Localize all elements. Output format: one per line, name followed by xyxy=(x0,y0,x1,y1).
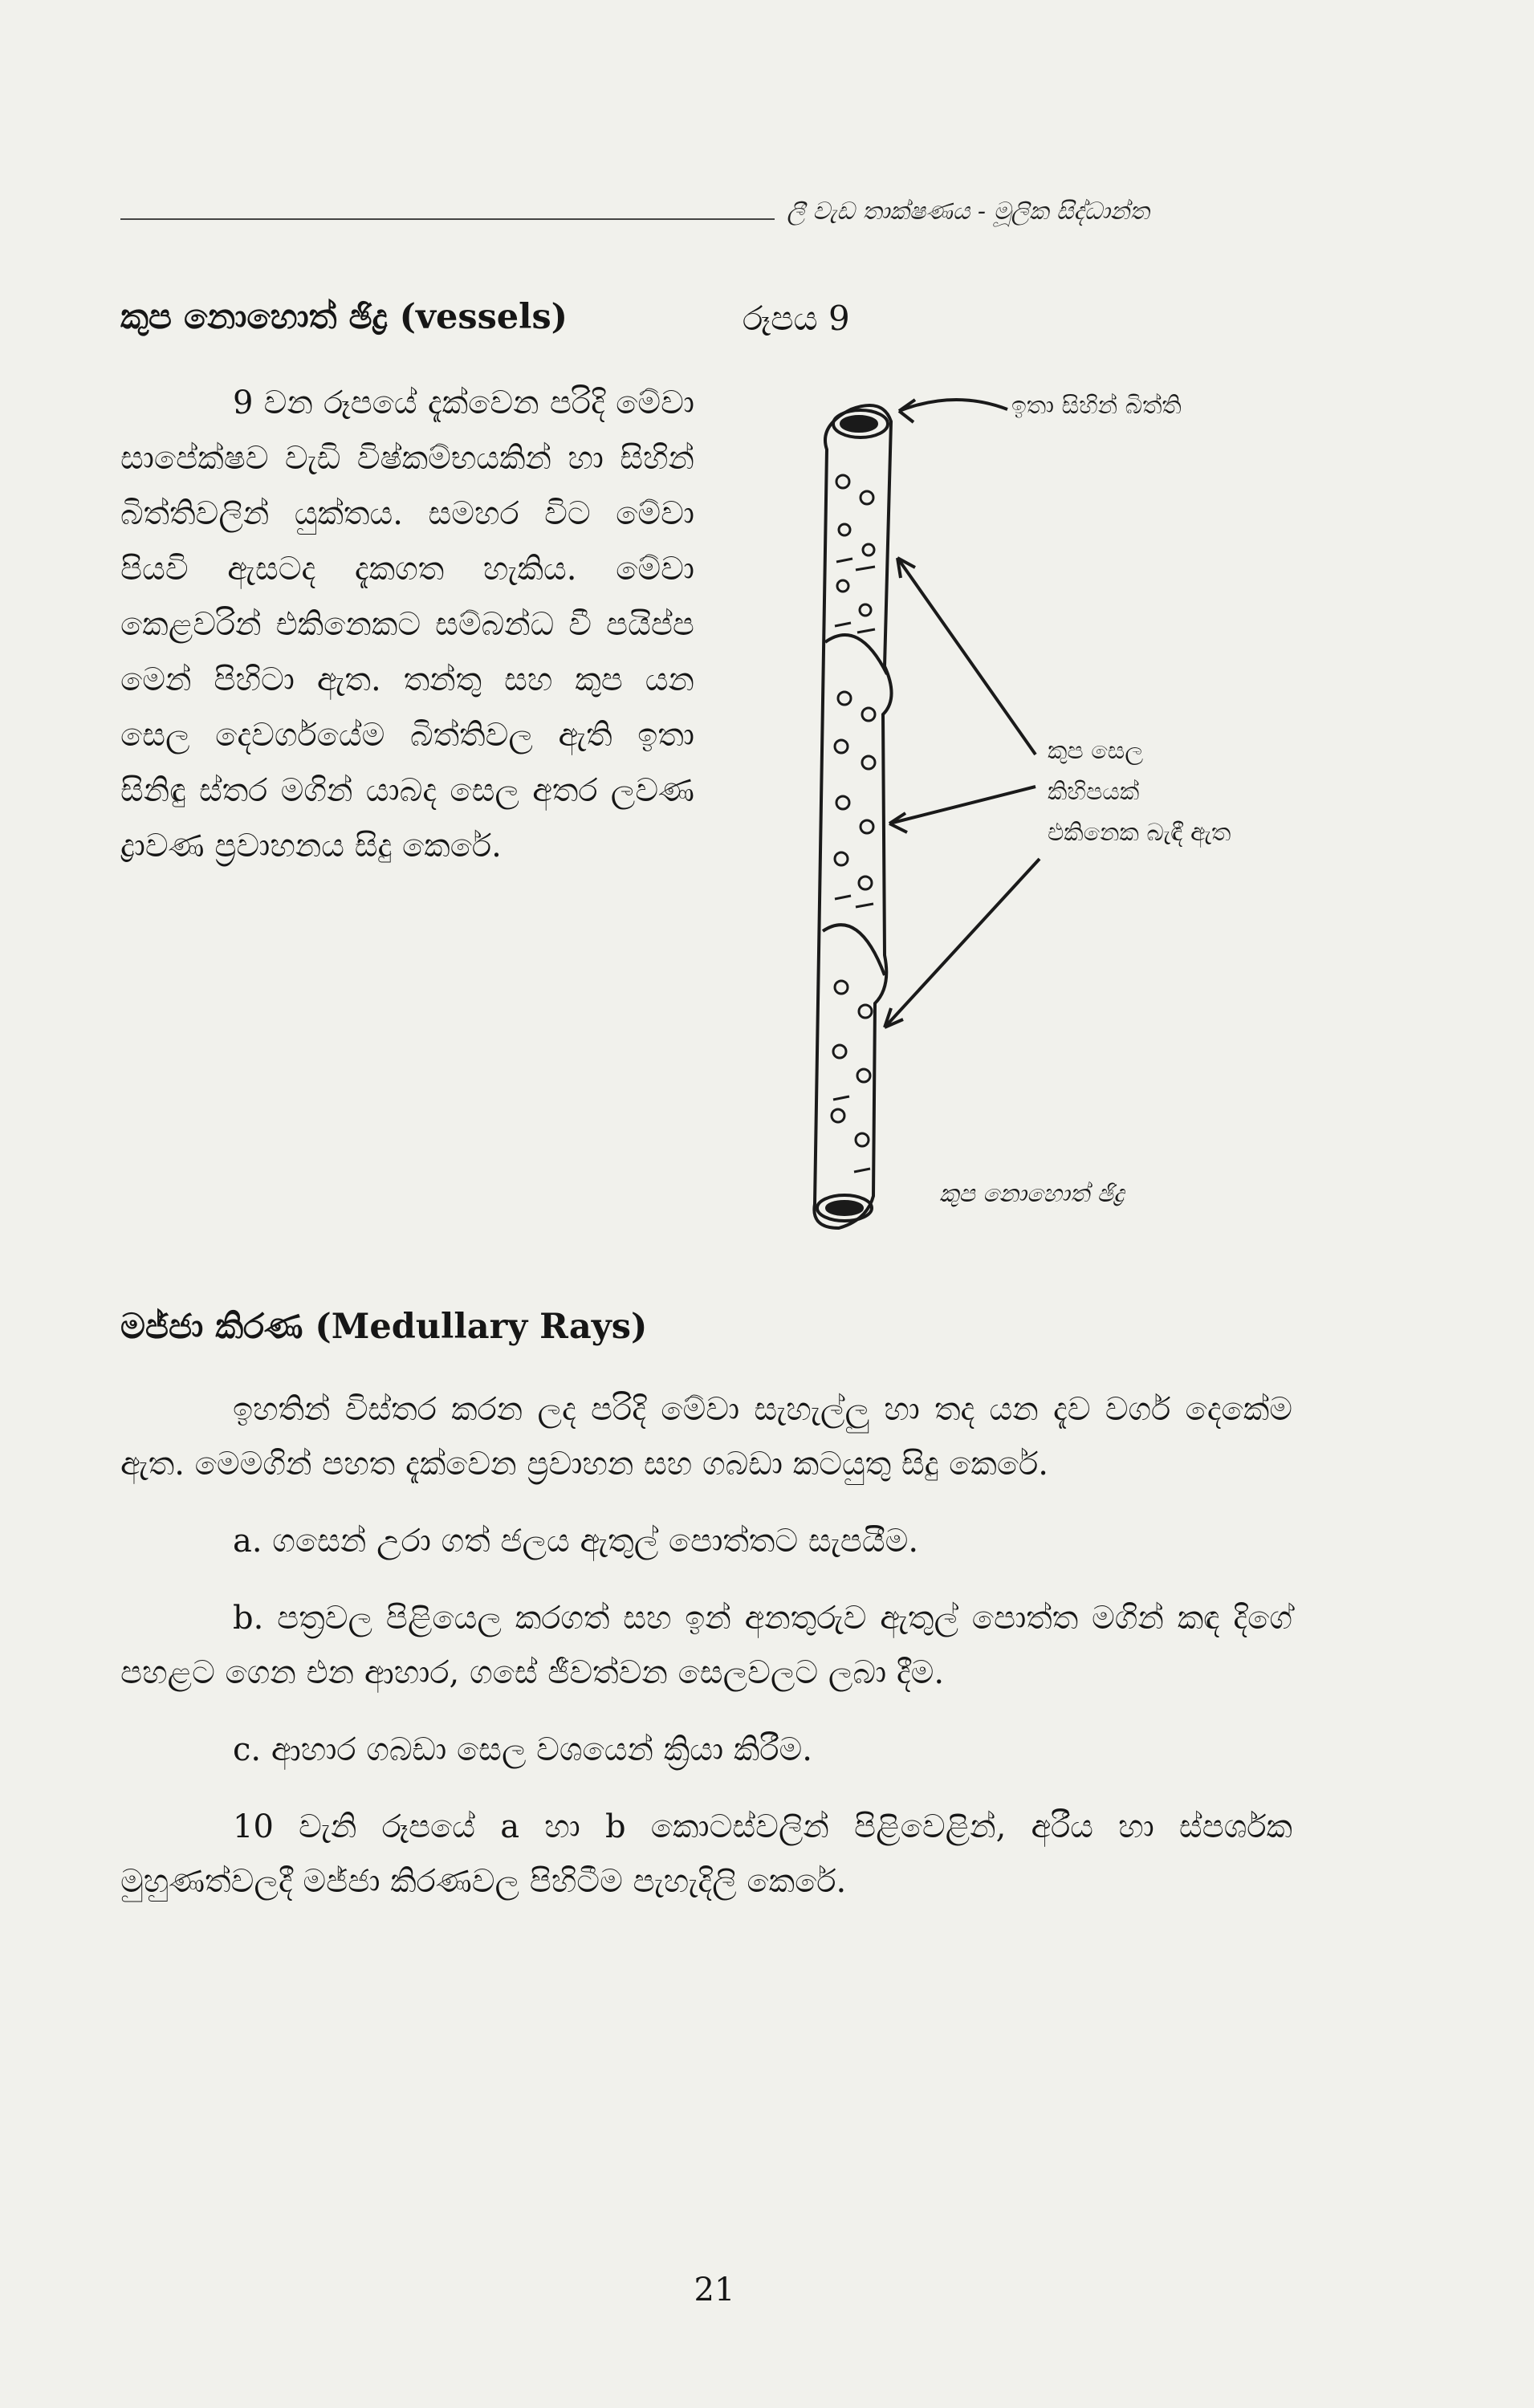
list-item-b: b. පත්‍රවල පිළියෙල කරගත් සහ ඉන් අනතුරුව ඇතුල් පොත්ත මගින් කඳ දිගේ පහළට ගෙන එන ආහාර, ගසේ ජීවත්වන සෙලවලට ලබා දීම. xyxy=(120,1600,1292,1691)
figure-caption: කුප නොහොත් ඡිද්‍ර xyxy=(939,1180,1125,1208)
vessel-figure xyxy=(795,377,1308,1276)
figure-label: රූපය 9 xyxy=(743,299,850,338)
header-rule xyxy=(120,218,775,220)
vessels-paragraph: 9 වන රූපයේ දැක්වෙන පරිදි මේවා සාපේක්ෂව වැඩි විෂ්කම්භයකින් හා සිහින් බිත්තිවලින් යුක්තය. සමහර විට මේවා පියවි ඇසටද දැකගත හැකිය. මේවා කෙළවරින් එකිනෙකට සම්බන්ධ වී පයිප්ප මෙන් පිහිටා ඇත. තන්තු සහ කුප යන සෙල දෙවර්ගයේම බිත්තිවල ඇති ඉතා සිනිඳු ස්තර මගින් යාබද සෙල අතර ලවණ ද්‍රාවණ ප්‍රවාහනය සිදු කෙරේ. xyxy=(120,384,694,864)
figure-note-thin-walls: ඉතා සිහින් බිත්ති xyxy=(1011,392,1182,420)
section-title-medullary-rays: මජ්ජා කිරණ (Medullary Rays) xyxy=(120,1307,648,1347)
paragraph-intro: ඉහතින් විස්තර කරන ලද පරිදි මේවා සැහැල්ලු හා තද යන දැව වර්ග දෙකේම ඇත. මෙමගින් පහත දැක්වෙන ප්‍රවාහන සහ ගබඩා කටයුතු සිදු කෙරේ. xyxy=(120,1391,1292,1483)
list-item-c: c. ආහාර ගබඩා සෙල වශයෙන් ක්‍රියා කිරීම. xyxy=(233,1731,812,1768)
running-header: ලී වැඩ තාක්ෂණය - මූලික සිද්ධාන්ත xyxy=(787,197,1149,226)
figure-note-connected-cells: කුප සෙල කිහිපයක් එකිනෙක බැඳී ඇත xyxy=(1048,737,1231,847)
page-number: 21 xyxy=(694,2272,735,2308)
section-title-vessels: කුප නොහොත් ඡිද්‍ර (vessels) xyxy=(120,297,568,337)
medullary-rays-body xyxy=(120,1382,1292,1931)
paragraph-figure-10: 10 වැනි රූපයේ a හා b කොටස්වලින් පිළිවෙළින්, අරීය හා ස්පර්ශක මුහුණත්වලදී මජ්ජා කිරණවල පිහිටීම පැහැදිලි කෙරේ. xyxy=(120,1808,1292,1900)
list-item-a: a. ගසෙන් උරා ගත් ජලය ඇතුල් පොත්තට සැපයීම. xyxy=(233,1523,919,1560)
